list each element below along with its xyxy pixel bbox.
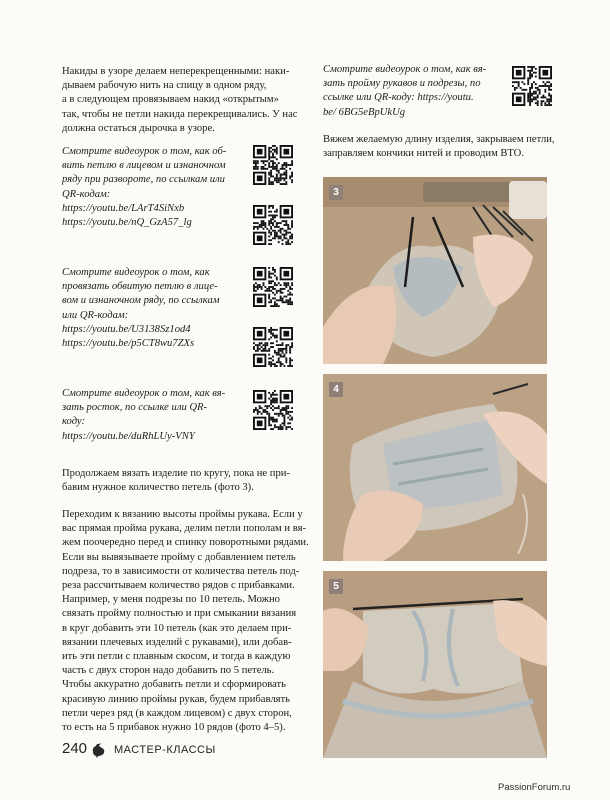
text-line: ряду при развороте, по ссылкам или bbox=[62, 174, 225, 186]
photo-4 bbox=[323, 374, 547, 561]
text-line: вязании плечевых изделий с рукавами), или добав- bbox=[62, 636, 292, 648]
text-line: Смотрите видеоурок о том, как вя- bbox=[323, 64, 487, 75]
video-note-armhole bbox=[323, 63, 486, 120]
text-line: Смотрите видеоурок о том, как bbox=[62, 267, 210, 278]
page-number: 240 bbox=[62, 740, 88, 757]
text-line: QR-кодам: bbox=[62, 188, 111, 200]
text-line: петли через ряд (в каждом лицевом) с двух сторон, bbox=[62, 707, 292, 719]
text-line: должна остаться дырочка в узоре. bbox=[62, 122, 215, 134]
qr-code-icon[interactable] bbox=[253, 390, 293, 430]
text-line: бавим нужное количество петель (фото 3). bbox=[62, 482, 254, 494]
text-line: или QR-кодам: bbox=[62, 309, 129, 321]
text-line: в круг добавить эти 10 петель (как это делаем при- bbox=[62, 622, 292, 634]
text-line: Переходим к вязанию высоты проймы рукава. Если у bbox=[62, 509, 303, 520]
hen-icon bbox=[90, 742, 106, 758]
video-link[interactable]: https://youtu.be/U3138Sz1od4 bbox=[62, 323, 191, 335]
text-line: Продолжаем вязать изделие по кругу, пока не при- bbox=[62, 468, 290, 479]
photo-number-label: 3 bbox=[329, 185, 343, 200]
text-line: связать пройму полностью и при смыкании вязания bbox=[62, 608, 297, 620]
qr-code-icon[interactable] bbox=[253, 267, 293, 307]
intro-paragraph bbox=[62, 65, 297, 136]
text-line: коду: bbox=[62, 416, 86, 428]
qr-code-icon[interactable] bbox=[253, 327, 293, 367]
text-line: Вяжем желаемую длину изделия, закрываем петли, bbox=[323, 134, 555, 145]
text-line: провязать обвитую петлю в лице- bbox=[62, 281, 218, 293]
text-line: зать пройму рукавов и подрезы, по bbox=[323, 78, 481, 90]
text-line: вас прямая пройма рукава, делим петли пополам и вя- bbox=[62, 523, 306, 535]
photo-number-label: 4 bbox=[329, 382, 343, 397]
text-line: Если вы вывязываете пройму с добавлением петель bbox=[62, 551, 296, 563]
body-paragraph-2 bbox=[62, 508, 309, 735]
video-link[interactable]: ссылке или QR-коду: https://youtu. bbox=[323, 92, 474, 104]
photo-5 bbox=[323, 571, 547, 758]
video-link[interactable]: be/ 6BG5eBpUkUg bbox=[323, 106, 406, 118]
watermark: PassionForum.ru bbox=[498, 782, 571, 793]
video-link[interactable]: https://youtu.be/duRhLUy-VNY bbox=[62, 430, 195, 442]
video-note-sprout bbox=[62, 387, 225, 444]
video-link[interactable]: https://youtu.be/p5CT8wu7ZXs bbox=[62, 338, 195, 350]
text-line: реза рассчитываем количество рядов с прибавками. bbox=[62, 580, 295, 592]
section-title: МАСТЕР-КЛАССЫ bbox=[114, 744, 216, 756]
text-line: вить петлю в лицевом и изнаночном bbox=[62, 160, 226, 172]
text-line: дываем рабочую нить на спицу в одном ряду, bbox=[62, 80, 267, 92]
video-note-wrap-stitch bbox=[62, 145, 226, 230]
text-line: вом и изнаночном ряду, по ссылкам bbox=[62, 295, 220, 307]
text-line: так, чтобы не петли накида перекрещивались. У нас bbox=[62, 108, 298, 120]
photo-3 bbox=[323, 177, 547, 364]
text-line: Смотрите видеоурок о том, как вя- bbox=[62, 388, 226, 399]
text-line: ить эти петли с плавным скосом, и тогда в каждую bbox=[62, 651, 291, 663]
body-paragraph-3 bbox=[323, 133, 555, 161]
qr-code-icon[interactable] bbox=[512, 66, 552, 106]
qr-code-icon[interactable] bbox=[253, 205, 293, 245]
text-line: Смотрите видеоурок о том, как об- bbox=[62, 146, 227, 157]
text-line: зать росток, по ссылке или QR- bbox=[62, 402, 208, 414]
video-link[interactable]: https://youtu.be/nQ_GzA57_lg bbox=[62, 217, 192, 229]
qr-code-icon[interactable] bbox=[253, 145, 293, 185]
photo-number-label: 5 bbox=[329, 579, 343, 594]
text-line: то есть на 5 прибавок нужно 10 рядов (фото 4–5). bbox=[62, 722, 286, 734]
text-line: красивую линию проймы рукав, будем прибавлять bbox=[62, 693, 290, 705]
video-note-knit-wrapped-stitch bbox=[62, 266, 220, 351]
text-line: а в следующем провязываем накид «открытым» bbox=[62, 94, 279, 106]
body-paragraph-1 bbox=[62, 467, 290, 495]
text-line: Например, у меня подрезы по 10 петель. Можно bbox=[62, 594, 280, 606]
text-line: жем поочередно перед и спинку поворотными рядами. bbox=[62, 537, 309, 549]
text-line: подреза, то в зависимости от количества петель под- bbox=[62, 565, 300, 577]
text-line: Накиды в узоре делаем неперекрещенными: наки- bbox=[62, 66, 290, 77]
video-link[interactable]: https://youtu.be/LArT4SiNxb bbox=[62, 202, 185, 214]
text-line: Чтобы аккуратно добавить петли и сформировать bbox=[62, 679, 287, 691]
text-line: часть с двух сторон надо добавить по 5 петель. bbox=[62, 665, 275, 677]
text-line: заправляем кончики нитей и проводим ВТО. bbox=[323, 148, 524, 160]
